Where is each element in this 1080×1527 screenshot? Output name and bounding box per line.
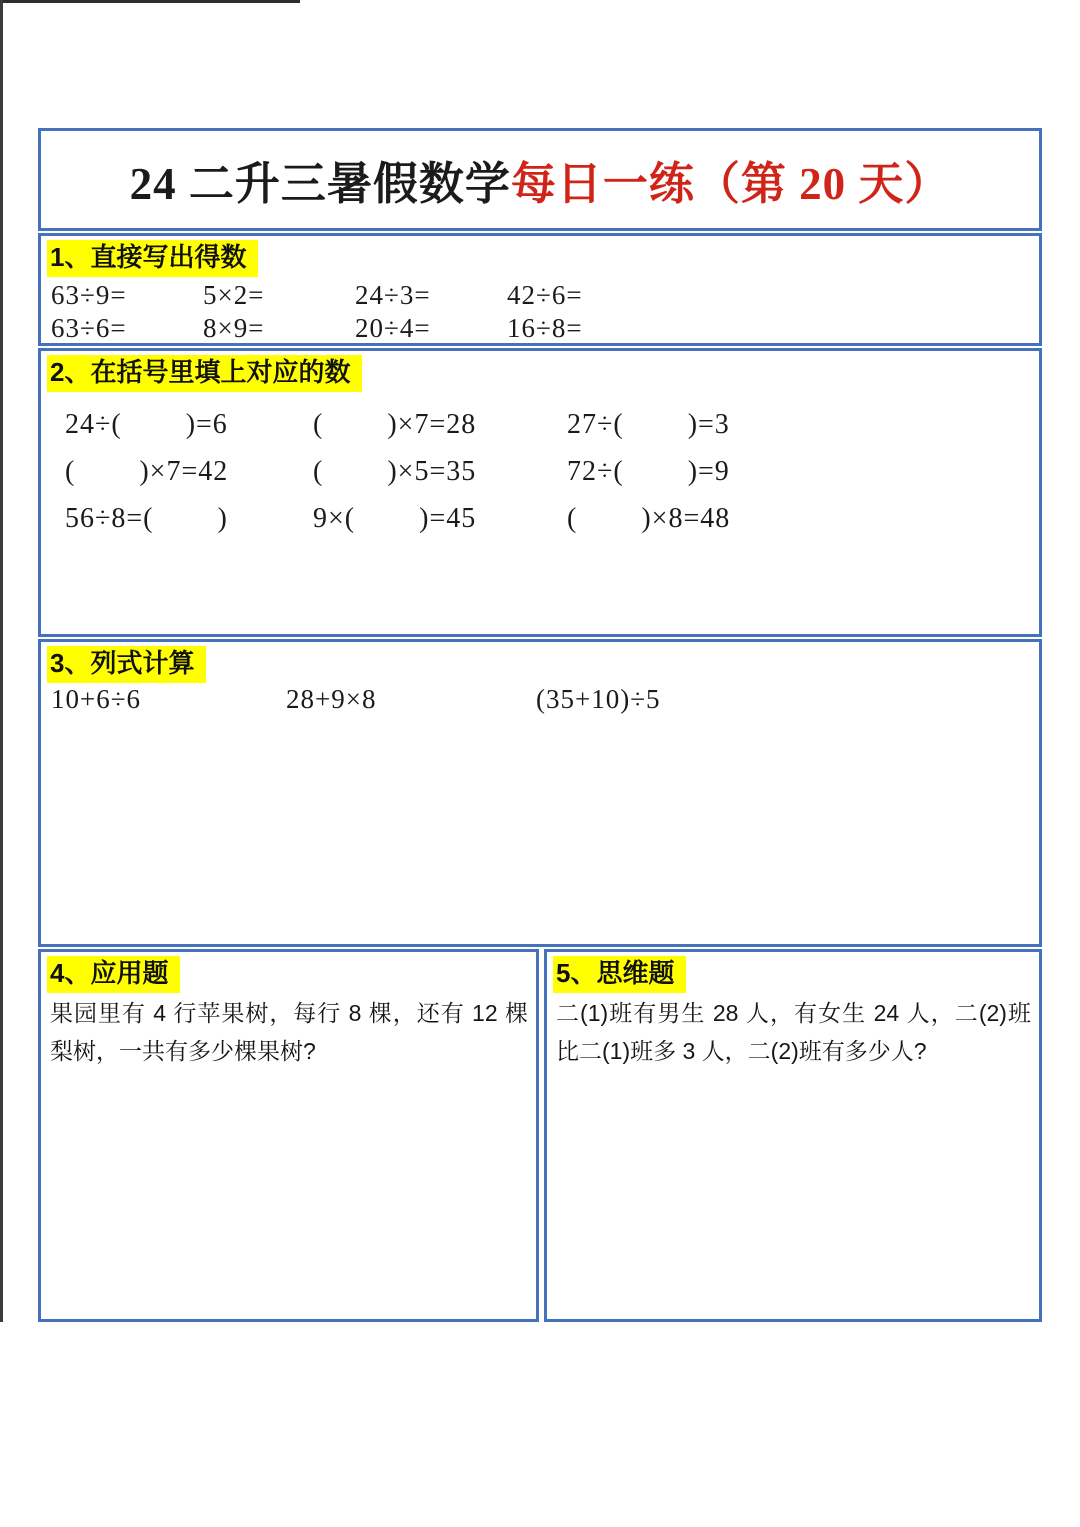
math-problem: 10+6÷6	[51, 684, 142, 714]
section-5-problem-text: 二(1)班有男生 28 人，有女生 24 人，二(2)班比二(1)班多 3 人，二(2)班有多少人?	[556, 1000, 1031, 1064]
section-2-header: 2、在括号里填上对应的数	[47, 355, 362, 392]
math-problem: 72÷( )=9	[567, 456, 730, 487]
math-problem: 20÷4=	[355, 313, 431, 343]
math-problem: 8×9=	[203, 313, 265, 343]
title-box	[38, 128, 1042, 231]
section-1-row-1	[51, 280, 659, 311]
scan-edge-top	[0, 0, 300, 3]
section-3-row	[51, 684, 661, 715]
section-4-header: 4、应用题	[47, 956, 180, 993]
math-problem: ( )×7=28	[313, 409, 477, 440]
math-problem: 28+9×8	[286, 684, 377, 714]
section-3-header: 3、列式计算	[47, 646, 206, 683]
section-1-row-2	[51, 313, 659, 344]
math-problem: ( )×8=48	[567, 503, 731, 534]
section-2-row-2	[65, 456, 730, 488]
page-title-black: 24 二升三暑假数学	[129, 159, 511, 209]
section-5-box	[544, 949, 1042, 1322]
section-4-problem-text: 果园里有 4 行苹果树，每行 8 棵，还有 12 棵梨树，一共有多少棵果树?	[50, 1000, 528, 1064]
math-problem: 24÷( )=6	[65, 409, 228, 440]
section-2-row-3	[65, 503, 730, 535]
math-problem: ( )×7=42	[65, 456, 229, 487]
page-title	[130, 147, 951, 212]
math-problem: 9×( )=45	[313, 503, 477, 534]
section-2-row-1	[65, 409, 730, 441]
section-3-box	[38, 639, 1042, 947]
math-problem: 56÷8=( )	[65, 503, 228, 534]
section-1-header: 1、直接写出得数	[47, 240, 258, 277]
math-problem: 27÷( )=3	[567, 409, 730, 440]
section-4-box	[38, 949, 539, 1322]
math-problem: 16÷8=	[507, 313, 583, 343]
math-problem: (35+10)÷5	[536, 684, 661, 714]
math-problem: 63÷9=	[51, 280, 127, 310]
math-problem: 24÷3=	[355, 280, 431, 310]
section-1-box	[38, 233, 1042, 346]
math-problem: 63÷6=	[51, 313, 127, 343]
page-title-red: 每日一练（第 20 天）	[510, 159, 951, 209]
section-5-header: 5、思维题	[553, 956, 686, 993]
scan-edge-left	[0, 0, 3, 1322]
section-2-box	[38, 348, 1042, 637]
math-problem: 42÷6=	[507, 280, 583, 310]
math-problem: 5×2=	[203, 280, 265, 310]
math-problem: ( )×5=35	[313, 456, 477, 487]
